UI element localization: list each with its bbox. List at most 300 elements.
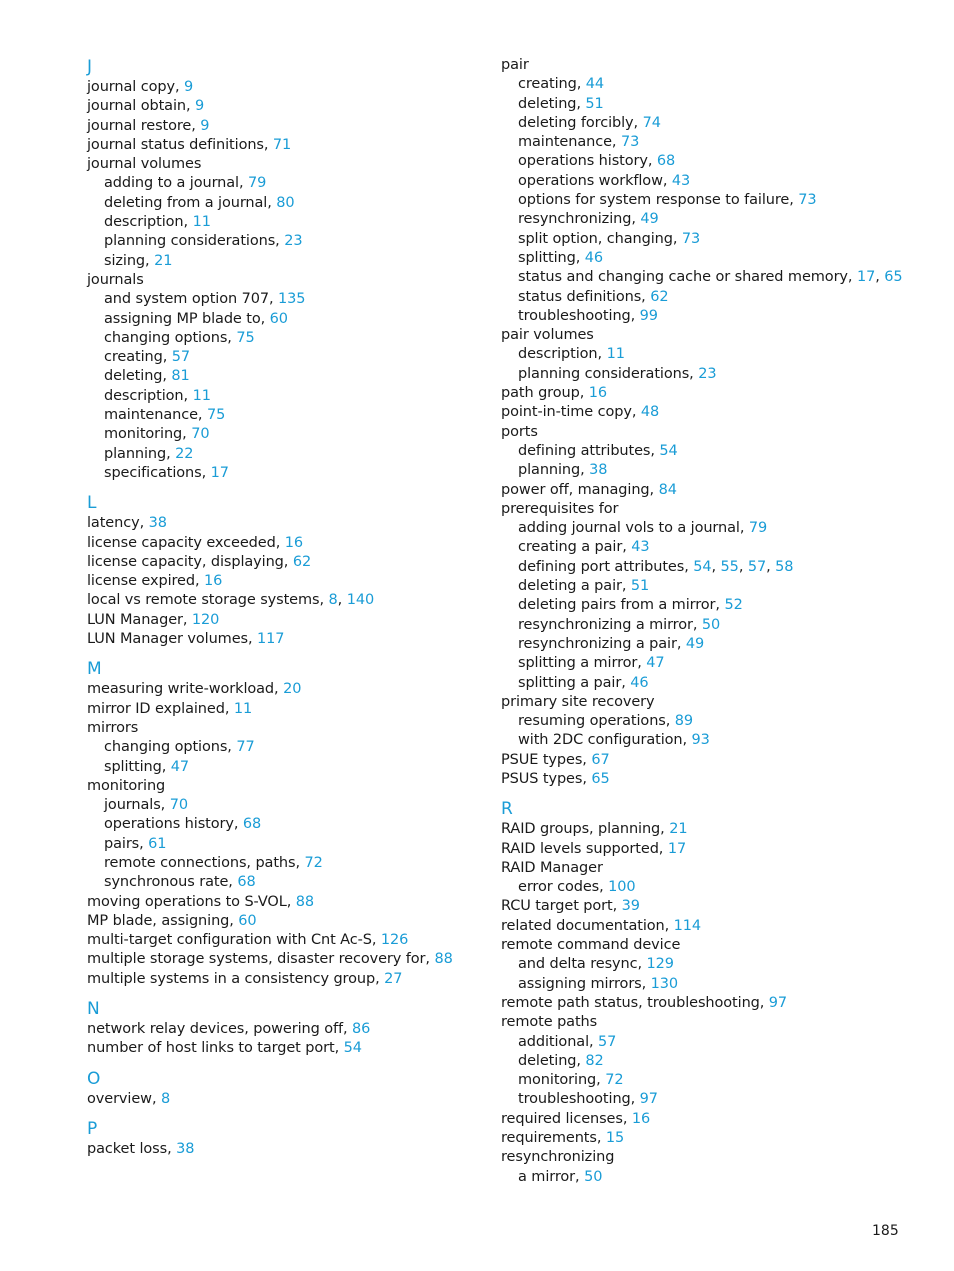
index-subentry: splitting a pair, 46 [518, 674, 649, 691]
page-link[interactable]: 23 [284, 233, 303, 250]
page-link[interactable]: 15 [605, 1130, 625, 1147]
index-subentry: status definitions, 62 [518, 288, 669, 305]
index-term: RCU target port [501, 898, 613, 915]
page-link[interactable]: 62 [650, 288, 669, 305]
page-link[interactable]: 126 [380, 932, 409, 949]
index-subentry: journals, 70 [104, 797, 188, 814]
index-term: resynchronizing a mirror [518, 616, 693, 633]
index-term: defining attributes [518, 442, 651, 459]
index-term: deleting from a journal [104, 194, 268, 211]
index-term: pair [501, 57, 529, 73]
page-link[interactable]: 60 [269, 310, 288, 327]
index-term: multi-target configuration with Cnt Ac-S [87, 932, 372, 949]
page-link[interactable]: 68 [242, 816, 262, 833]
index-subentry: defining port attributes, 54, 55, 57, 58 [518, 558, 794, 575]
index-entry [87, 155, 487, 174]
page-link[interactable]: 58 [775, 558, 794, 575]
page-link[interactable]: 65 [884, 269, 903, 286]
index-term: remote paths [501, 1014, 598, 1031]
page-link[interactable]: 80 [276, 194, 295, 211]
page-link[interactable]: 86 [352, 1021, 371, 1038]
index-subentry: splitting a mirror, 47 [518, 655, 665, 672]
index-subentry: pairs, 61 [104, 835, 167, 852]
page-link[interactable]: 8 [328, 592, 338, 609]
page-link[interactable]: 11 [192, 214, 211, 231]
index-entry: required licenses, 16 [501, 1110, 651, 1127]
index-entry: measuring write-workload, 20 [87, 681, 302, 698]
index-entry: number of host links to target port, 54 [87, 1040, 362, 1057]
page-link[interactable]: 74 [642, 114, 661, 131]
index-group [501, 56, 921, 789]
index-subentry: resuming operations, 89 [518, 713, 694, 730]
index-subentry: and system option 707, 135 [104, 291, 306, 308]
page-link[interactable]: 51 [630, 578, 650, 595]
page-link[interactable]: 17 [210, 464, 229, 481]
index-entry: license capacity exceeded, 16 [87, 534, 303, 551]
index-term: power off, managing [501, 481, 650, 498]
page-link[interactable]: 47 [170, 758, 190, 775]
page-link[interactable]: 97 [639, 1091, 658, 1108]
index-term: LUN Manager volumes [87, 631, 248, 648]
index-entry: moving operations to S-VOL, 88 [87, 893, 314, 910]
page-link[interactable]: 117 [257, 631, 285, 648]
page-link[interactable]: 77 [236, 739, 255, 756]
index-term: PSUS types [501, 770, 583, 787]
index-entry: network relay devices, powering off, 86 [87, 1021, 371, 1038]
index-term: a mirror [518, 1168, 576, 1185]
index-subentry: sizing, 21 [104, 252, 173, 269]
index-term: error codes [518, 879, 600, 896]
page-link[interactable]: 17 [856, 269, 876, 286]
index-term: specifications [104, 464, 202, 481]
page-link[interactable]: 54 [693, 558, 712, 575]
page-link[interactable]: 57 [171, 349, 191, 366]
index-entry: related documentation, 114 [501, 917, 702, 934]
page-number: 185 [872, 1223, 899, 1239]
index-subentry: deleting a pair, 51 [518, 578, 650, 595]
index-entry: LUN Manager, 120 [87, 611, 220, 628]
index-entry: RAID groups, planning, 21 [501, 821, 688, 838]
index-entry [501, 500, 921, 519]
index-term: deleting a pair [518, 578, 622, 595]
page-link[interactable]: 73 [681, 230, 701, 247]
index-term: network relay devices, powering off [87, 1021, 343, 1038]
index-entry: latency, 38 [87, 515, 167, 532]
index-term: splitting a mirror [518, 655, 638, 672]
index-term: resuming operations [518, 713, 666, 730]
index-term: journals [104, 797, 161, 814]
index-entry: license capacity, displaying, 62 [87, 553, 312, 570]
index-term: ports [501, 423, 538, 440]
index-term: latency [87, 515, 140, 532]
page-link[interactable]: 22 [175, 445, 194, 462]
index-entry: multi-target configuration with Cnt Ac-S, 126 [87, 932, 409, 949]
page-link[interactable]: 39 [621, 898, 640, 915]
page-link[interactable]: 79 [248, 175, 267, 192]
index-term: synchronous rate [104, 874, 229, 891]
index-term: primary site recovery [501, 693, 655, 710]
page-link[interactable]: 9 [195, 98, 205, 115]
index-term: journal copy [87, 79, 175, 95]
index-subentry: defining attributes, 54 [518, 442, 678, 459]
page-link[interactable]: 79 [748, 520, 768, 537]
page-link[interactable]: 60 [238, 912, 257, 929]
page-link[interactable]: 9 [200, 117, 210, 134]
index-term: deleting [518, 95, 577, 112]
index-term: changing options [104, 329, 228, 346]
index-term: moving operations to S-VOL [87, 893, 287, 910]
index-subentry: monitoring, 70 [104, 426, 210, 443]
page-link[interactable]: 46 [630, 674, 649, 691]
index-term: defining port attributes [518, 558, 685, 575]
page-link[interactable]: 57 [598, 1033, 617, 1050]
index-term: changing options [104, 739, 228, 756]
index-term: overview [87, 1090, 152, 1107]
page-link[interactable]: 57 [747, 558, 767, 575]
page-link[interactable]: 140 [346, 592, 375, 609]
page-link[interactable]: 75 [206, 407, 226, 424]
index-term: description [518, 346, 598, 363]
index-subentry: planning considerations, 23 [518, 365, 717, 382]
page-link[interactable]: 89 [674, 713, 694, 730]
page-link[interactable]: 61 [148, 835, 167, 852]
index-entry [501, 326, 921, 345]
index-entry: requirements, 15 [501, 1130, 625, 1147]
index-group [87, 998, 487, 1059]
index-term: monitoring [518, 1072, 597, 1089]
index-entry: MP blade, assigning, 60 [87, 912, 257, 929]
page-link[interactable]: 52 [724, 597, 743, 614]
index-entry [501, 936, 921, 955]
index-subentry: creating a pair, 43 [518, 539, 650, 556]
page-link[interactable]: 75 [236, 329, 255, 346]
index-term: deleting forcibly [518, 114, 634, 131]
index-term: journal status definitions [87, 136, 264, 153]
index-entry: PSUS types, 65 [501, 770, 610, 787]
page-link[interactable]: 130 [650, 975, 679, 992]
index-subentry: status and changing cache or shared memory, 17, 65 [518, 269, 903, 286]
page-link[interactable]: 11 [233, 700, 253, 717]
index-subentry: assigning mirrors, 130 [518, 975, 679, 992]
page-link[interactable]: 8 [160, 1090, 171, 1107]
page-link[interactable]: 50 [584, 1168, 603, 1185]
index-entry: journal copy, 9 [87, 79, 194, 95]
index-term: PSUE types [501, 751, 583, 768]
index-term: operations workflow [518, 172, 663, 189]
index-term: creating a pair [518, 539, 623, 556]
page-link[interactable]: 11 [606, 346, 625, 363]
index-subentry: additional, 57 [518, 1033, 617, 1050]
page-link[interactable]: 17 [667, 840, 687, 857]
page-link[interactable]: 49 [640, 211, 659, 228]
index-entry [501, 1148, 921, 1167]
page-link[interactable]: 62 [292, 553, 312, 570]
index-term: prerequisites for [501, 500, 619, 517]
page-link[interactable]: 55 [720, 558, 739, 575]
index-subentry: creating, 44 [518, 76, 605, 93]
index-term: splitting [518, 249, 576, 266]
index-term: planning [518, 462, 581, 479]
index-subentry: planning considerations, 23 [104, 233, 303, 250]
index-entry: mirror ID explained, 11 [87, 700, 253, 717]
index-subentry: and delta resync, 129 [518, 956, 674, 973]
page-link[interactable]: 88 [295, 893, 314, 910]
index-term: splitting [104, 758, 162, 775]
index-subentry: error codes, 100 [518, 879, 636, 896]
index-subentry: description, 11 [518, 346, 625, 363]
index-term: description [104, 214, 184, 231]
page-link[interactable]: 82 [585, 1052, 604, 1069]
index-entry [501, 859, 921, 878]
index-term: remote connections, paths [104, 854, 296, 871]
index-subentry: options for system response to failure, 73 [518, 192, 817, 209]
page-link[interactable]: 88 [434, 951, 453, 968]
index-entry: local vs remote storage systems, 8, 140 [87, 592, 375, 609]
index-subentry: changing options, 77 [104, 739, 255, 756]
index-subentry: a mirror, 50 [518, 1168, 603, 1185]
index-letter-heading: N [87, 999, 100, 1020]
index-term: path group [501, 385, 580, 402]
index-entry: packet loss, 38 [87, 1140, 195, 1157]
page-link[interactable]: 73 [798, 192, 817, 209]
page-link[interactable]: 20 [283, 681, 302, 698]
index-term: number of host links to target port [87, 1040, 335, 1057]
page-link[interactable]: 65 [591, 770, 610, 787]
index-term: operations history [518, 153, 648, 170]
page-link[interactable]: 46 [584, 249, 604, 266]
page-link[interactable]: 84 [658, 481, 677, 498]
index-term: journal volumes [87, 156, 202, 173]
index-subentry: troubleshooting, 97 [518, 1091, 658, 1108]
index-entry: RCU target port, 39 [501, 898, 640, 915]
index-entry: RAID levels supported, 17 [501, 840, 687, 857]
index-subentry: planning, 22 [104, 445, 194, 462]
page-link[interactable]: 72 [304, 854, 323, 871]
index-entry: multiple systems in a consistency group, 27 [87, 970, 403, 987]
index-term: multiple storage systems, disaster recovery for [87, 951, 426, 968]
index-term: with 2DC configuration [518, 732, 683, 749]
index-term: license expired [87, 573, 195, 590]
index-term: LUN Manager [87, 611, 183, 628]
index-term: MP blade, assigning [87, 912, 230, 929]
index-column-left [87, 56, 487, 1168]
page-link[interactable]: 54 [343, 1040, 362, 1057]
index-letter-heading: M [87, 659, 102, 680]
index-letter-heading: L [87, 493, 97, 514]
index-term: description [104, 387, 184, 404]
index-subentry: operations workflow, 43 [518, 172, 691, 189]
page-link[interactable]: 38 [589, 462, 608, 479]
index-term: resynchronizing [501, 1149, 615, 1166]
index-letter-heading: P [87, 1118, 98, 1139]
index-letter-heading: R [501, 799, 513, 820]
index-term: mirror ID explained [87, 700, 225, 717]
index-term: deleting pairs from a mirror [518, 597, 716, 614]
page-link[interactable]: 70 [169, 797, 188, 814]
index-term: planning [104, 445, 167, 462]
page-link[interactable]: 23 [698, 365, 717, 382]
index-subentry: synchronous rate, 68 [104, 874, 256, 891]
index-entry [501, 1013, 921, 1032]
page-link[interactable]: 27 [384, 970, 403, 987]
page-link[interactable]: 50 [701, 616, 721, 633]
index-term: requirements [501, 1130, 597, 1147]
page-link[interactable]: 68 [656, 153, 676, 170]
index-entry: power off, managing, 84 [501, 481, 677, 498]
index-term: remote command device [501, 937, 681, 954]
index-term: adding journal vols to a journal [518, 520, 740, 537]
page-link[interactable]: 72 [605, 1072, 624, 1089]
index-subentry: description, 11 [104, 214, 211, 231]
index-subentry: adding journal vols to a journal, 79 [518, 520, 768, 537]
index-entry [501, 56, 921, 75]
index-subentry: with 2DC configuration, 93 [518, 732, 710, 749]
index-term: sizing [104, 252, 146, 269]
page-link[interactable]: 68 [237, 874, 256, 891]
index-term: status definitions [518, 288, 642, 305]
index-entry: multiple storage systems, disaster recovery for, 88 [87, 951, 453, 968]
index-term: and delta resync [518, 956, 638, 973]
index-group [87, 1068, 487, 1109]
index-term: pairs [104, 835, 140, 852]
page-link[interactable]: 16 [204, 573, 223, 590]
page-link[interactable]: 11 [192, 387, 211, 404]
index-subentry: specifications, 17 [104, 464, 229, 481]
page-link[interactable]: 100 [608, 879, 636, 896]
index-subentry: troubleshooting, 99 [518, 307, 658, 324]
index-subentry: deleting forcibly, 74 [518, 114, 661, 131]
index-term: maintenance [518, 134, 612, 151]
index-term: troubleshooting [518, 1091, 631, 1108]
index-group [87, 492, 487, 649]
page-link[interactable]: 44 [585, 76, 605, 93]
index-entry [87, 719, 487, 738]
index-subentry: maintenance, 73 [518, 134, 640, 151]
index-term: adding to a journal [104, 175, 239, 192]
index-term: splitting a pair [518, 674, 622, 691]
index-term: RAID groups, planning [501, 821, 661, 838]
index-subentry: splitting, 47 [104, 758, 190, 775]
index-term: options for system response to failure [518, 192, 790, 209]
index-term: deleting [518, 1052, 577, 1069]
page-link[interactable]: 49 [685, 635, 705, 652]
page-link[interactable]: 67 [591, 751, 610, 768]
page-link[interactable]: 129 [646, 956, 674, 973]
page-link[interactable]: 21 [154, 252, 173, 269]
index-subentry: resynchronizing a pair, 49 [518, 635, 705, 652]
index-subentry: deleting, 81 [104, 368, 190, 385]
page-link[interactable]: 71 [272, 136, 292, 153]
index-subentry: remote connections, paths, 72 [104, 854, 323, 871]
index-term: multiple systems in a consistency group [87, 970, 376, 987]
index-term: journal restore [87, 117, 192, 134]
index-entry [87, 777, 487, 796]
index-subentry: deleting pairs from a mirror, 52 [518, 597, 743, 614]
index-term: deleting [104, 368, 163, 385]
index-group [501, 798, 921, 1187]
index-subentry: resynchronizing, 49 [518, 211, 659, 228]
page-link[interactable]: 99 [639, 307, 658, 324]
index-subentry: deleting, 82 [518, 1052, 604, 1069]
index-entry [501, 693, 921, 712]
index-term: creating [518, 76, 577, 93]
page-link[interactable]: 16 [588, 385, 607, 402]
index-term: mirrors [87, 719, 139, 736]
page-link[interactable]: 135 [278, 291, 306, 308]
index-term: pair volumes [501, 327, 594, 344]
page-link[interactable]: 54 [659, 442, 678, 459]
page-link[interactable]: 38 [176, 1140, 195, 1157]
page-link[interactable]: 38 [148, 515, 167, 532]
page-link[interactable]: 114 [673, 917, 702, 934]
page-link[interactable]: 43 [671, 172, 691, 189]
index-column-right [501, 56, 921, 1196]
page-link[interactable]: 93 [691, 732, 710, 749]
index-term: RAID Manager [501, 859, 603, 876]
index-group [87, 1118, 487, 1159]
index-term: required licenses [501, 1110, 623, 1127]
page-link[interactable]: 51 [585, 95, 604, 112]
index-entry: remote path status, troubleshooting, 97 [501, 994, 788, 1011]
index-letter-heading: O [87, 1068, 101, 1089]
index-term: split option, changing [518, 230, 673, 247]
index-entry: journal status definitions, 71 [87, 136, 292, 153]
index-entry: overview, 8 [87, 1090, 171, 1107]
index-term: remote path status, troubleshooting [501, 994, 760, 1011]
index-subentry: operations history, 68 [518, 153, 676, 170]
index-entry: PSUE types, 67 [501, 751, 610, 768]
page-link[interactable]: 43 [631, 539, 650, 556]
index-subentry: monitoring, 72 [518, 1072, 624, 1089]
index-term: planning considerations [518, 365, 690, 382]
index-term: monitoring [87, 777, 166, 794]
index-term: packet loss [87, 1140, 168, 1157]
page-link[interactable]: 21 [669, 821, 688, 838]
page-link[interactable]: 9 [183, 79, 194, 95]
index-subentry: splitting, 46 [518, 249, 604, 266]
page-link[interactable]: 16 [284, 534, 303, 551]
index-entry: journal obtain, 9 [87, 98, 205, 115]
index-subentry: operations history, 68 [104, 816, 262, 833]
page-link[interactable]: 16 [631, 1110, 651, 1127]
index-term: point-in-time copy [501, 404, 632, 421]
page-link[interactable]: 97 [768, 994, 788, 1011]
page-link[interactable]: 48 [640, 404, 660, 421]
page-link[interactable]: 47 [646, 655, 665, 672]
index-term: planning considerations [104, 233, 276, 250]
index-term: status and changing cache or shared memory [518, 269, 848, 286]
index-term: operations history [104, 816, 234, 833]
index-term: measuring write-workload [87, 681, 275, 698]
index-subentry: split option, changing, 73 [518, 230, 701, 247]
page-link[interactable]: 70 [191, 426, 210, 443]
index-term: assigning mirrors [518, 975, 642, 992]
index-entry: point-in-time copy, 48 [501, 404, 660, 421]
index-term: RAID levels supported [501, 840, 659, 857]
page-link[interactable]: 73 [620, 134, 640, 151]
page-link[interactable]: 120 [191, 611, 220, 628]
index-entry: journal restore, 9 [87, 117, 210, 134]
index-term: local vs remote storage systems [87, 592, 320, 609]
index-term: maintenance [104, 407, 198, 424]
index-term: journal obtain [87, 98, 186, 115]
index-subentry: adding to a journal, 79 [104, 175, 267, 192]
index-subentry: changing options, 75 [104, 329, 255, 346]
page-link[interactable]: 81 [171, 368, 190, 385]
index-term: and system option 707 [104, 291, 269, 308]
index-term: assigning MP blade to [104, 310, 261, 327]
index-term: license capacity exceeded [87, 534, 276, 551]
